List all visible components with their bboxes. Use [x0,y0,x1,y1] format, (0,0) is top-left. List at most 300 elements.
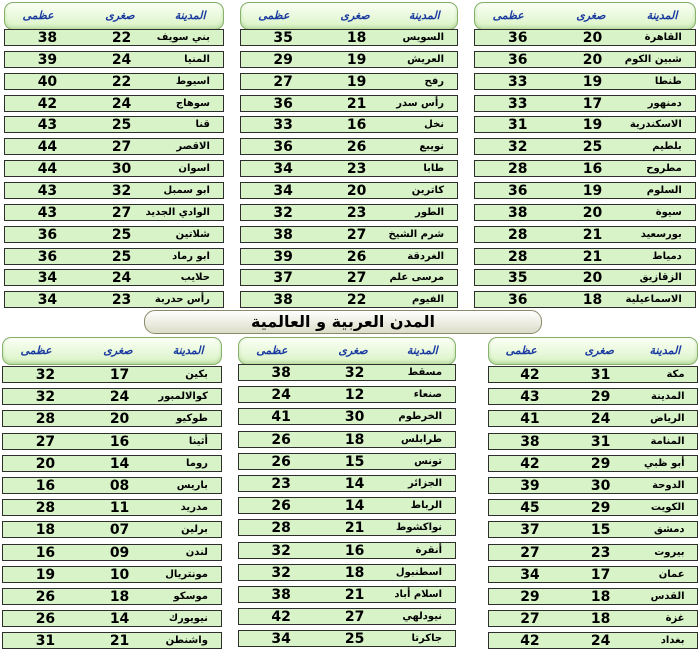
max-temp: 32 [35,367,56,383]
table-row [2,455,222,472]
city-name: الطور [415,206,445,218]
max-temp: 28 [508,161,528,178]
city-name: مكة [666,369,685,380]
min-temp: 19 [582,182,603,199]
table-row [238,608,456,625]
table-row [474,29,696,46]
city-name: باريس [176,480,208,491]
min-temp: 22 [111,30,132,46]
table-row [488,477,698,494]
min-temp: 20 [582,204,603,221]
city-name: اسطنبول [395,566,443,578]
max-temp: 39 [273,248,293,265]
min-temp: 23 [346,161,367,178]
max-temp: 28 [35,500,56,517]
table-row [474,116,696,133]
city-name: المنامة [650,435,685,447]
min-temp: 18 [346,30,367,46]
table-row [474,51,696,68]
min-temp: 18 [344,564,365,581]
city-name: اسيوط [175,75,210,87]
table-row [488,632,698,649]
table-row [488,499,698,516]
min-temp: 25 [111,248,132,265]
min-temp: 07 [109,522,130,539]
city-name: القاهرة [644,32,682,43]
max-temp: 42 [520,367,540,383]
table-row [240,29,458,46]
city-name: طنطا [654,75,682,87]
min-temp: 14 [344,498,365,515]
min-temp: 26 [346,248,367,265]
max-temp: 36 [508,30,528,46]
max-temp: 38 [508,204,528,221]
max-temp: 37 [273,270,293,287]
max-temp: 36 [508,182,528,199]
min-temp: 32 [111,182,132,199]
min-temp: 27 [111,204,132,221]
max-temp: 36 [508,292,528,309]
max-temp: 26 [271,498,291,515]
max-temp: 34 [37,292,58,309]
min-temp: 20 [582,30,603,46]
min-temp: 16 [109,433,130,450]
city-name: الغردقة [407,250,445,262]
min-temp: 23 [346,204,367,221]
min-temp: 24 [590,633,611,650]
max-temp: 27 [520,544,540,561]
max-temp: 42 [520,455,540,472]
min-temp: 29 [590,455,611,472]
table-row [2,566,222,583]
min-temp: 18 [582,292,603,309]
table-row [2,388,222,405]
min-temp: 27 [111,139,132,156]
table-row [4,204,224,221]
min-temp: 10 [109,566,130,583]
city-name: مسقط [407,367,443,378]
table-row [238,386,456,403]
max-temp: 28 [508,248,528,265]
max-temp: 36 [508,51,528,68]
max-temp: 32 [273,204,293,221]
header-max: عظمى [22,9,54,22]
city-name: الكويت [650,502,685,514]
table-egypt-south [4,2,224,313]
min-temp: 31 [590,433,611,450]
min-temp: 21 [344,520,365,537]
table-row [2,610,222,627]
table-row [474,291,696,308]
max-temp: 43 [37,204,58,221]
city-name: قنا [195,119,210,131]
city-name: نيويورك [168,613,208,625]
header-min: صغرى [105,9,135,22]
max-temp: 40 [37,73,58,90]
city-name: بغداد [660,635,685,647]
max-temp: 19 [35,566,56,583]
min-temp: 16 [346,117,367,134]
city-name: المنيا [184,53,210,65]
city-name: مرسى علم [389,272,445,284]
max-temp: 18 [35,522,56,539]
min-temp: 19 [346,73,367,90]
table-row [2,521,222,538]
city-name: العريش [407,53,445,65]
city-name: دمياط [652,250,682,262]
max-temp: 43 [37,182,58,199]
table-header [238,337,456,365]
min-temp: 14 [109,455,130,472]
city-name: طوكيو [176,413,208,425]
table-row [4,291,224,308]
header-max: عظمى [256,344,288,357]
city-name: الرباط [410,500,443,512]
min-temp: 24 [111,95,132,112]
city-name: نيودلهي [402,611,443,623]
table-row [488,588,698,605]
city-name: بيروت [654,546,685,558]
min-temp: 25 [111,117,132,134]
table-row [474,269,696,286]
max-temp: 29 [273,51,293,68]
table-row [2,366,222,383]
max-temp: 26 [35,611,56,628]
city-name: السويس [402,32,445,43]
table-row [240,95,458,112]
max-temp: 43 [37,117,58,134]
table-row [2,410,222,427]
city-name: ابو سمبل [163,184,210,196]
min-temp: 16 [582,161,603,178]
city-name: بورسعيد [640,228,682,240]
table-row [474,73,696,90]
max-temp: 36 [37,248,58,265]
city-name: طابا [423,163,445,175]
max-temp: 32 [35,389,56,406]
max-temp: 38 [520,433,540,450]
header-city: المدينة [649,344,681,357]
table-header [488,337,698,365]
table-row [238,564,456,581]
min-temp: 21 [582,226,603,243]
min-temp: 30 [111,161,132,178]
city-name: مونتريال [165,568,208,580]
min-temp: 21 [344,587,365,603]
header-min: صغرى [338,344,368,357]
city-name: نخل [424,119,445,131]
table-row [238,408,456,425]
city-name: مدريد [180,502,208,514]
min-temp: 29 [590,389,611,406]
max-temp: 32 [271,542,291,559]
min-temp: 30 [590,478,611,494]
city-name: بكين [185,369,208,380]
min-temp: 27 [346,226,367,243]
max-temp: 33 [508,95,528,112]
table-egypt-north [474,2,696,313]
table-row [4,29,224,46]
header-city: المدينة [646,9,678,22]
max-temp: 33 [508,73,528,90]
table-row [4,269,224,286]
table-gulf-levant [488,337,698,655]
city-name: اسوان [178,163,210,175]
table-row [474,248,696,265]
city-name: جاكرتا [411,633,443,645]
city-name: مطروح [646,163,682,175]
city-name: سوهاج [175,97,210,109]
city-name: أثينا [188,435,208,447]
table-row [240,248,458,265]
header-max: عظمى [492,9,524,22]
city-name: الدوحة [652,480,685,491]
table-row [4,51,224,68]
table-row [4,160,224,177]
max-temp: 38 [273,226,293,243]
min-temp: 12 [344,387,365,404]
table-row [488,410,698,427]
table-row [488,610,698,627]
header-max: عظمى [20,344,52,357]
max-temp: 35 [273,30,293,46]
header-city: المدينة [174,9,206,22]
max-temp: 26 [271,431,291,448]
city-name: الزقازيق [639,272,682,284]
table-row [240,138,458,155]
max-temp: 28 [271,520,291,537]
table-row [240,51,458,68]
table-row [240,291,458,308]
header-city: المدينة [406,344,438,357]
min-temp: 21 [346,95,367,112]
max-temp: 34 [273,161,293,178]
table-row [474,182,696,199]
header-max: عظمى [258,9,290,22]
max-temp: 45 [520,500,540,517]
city-name: المدينة [650,391,685,403]
table-row [238,364,456,381]
table-row [488,544,698,561]
table-row [238,475,456,492]
city-name: ابو رماد [172,250,210,262]
min-temp: 23 [111,292,132,309]
table-header [240,2,458,30]
max-temp: 26 [35,589,56,605]
section-banner [144,310,542,334]
min-temp: 19 [346,51,367,68]
table-row [474,226,696,243]
table-row [474,95,696,112]
city-name: دمنهور [647,97,682,109]
table-row [488,521,698,538]
max-temp: 27 [520,611,540,628]
city-name: أبو ظبي [643,457,685,469]
table-row [474,204,696,221]
min-temp: 08 [109,478,130,494]
city-name: الاقصر [176,141,210,153]
max-temp: 42 [37,95,58,112]
city-name: دمشق [654,524,685,536]
table-row [4,182,224,199]
city-name: واشنطن [165,635,208,647]
header-min: صغرى [103,344,133,357]
city-name: كوالالمبور [158,391,208,403]
table-row [4,248,224,265]
min-temp: 18 [590,589,611,605]
max-temp: 39 [520,478,540,494]
min-temp: 22 [111,73,132,90]
min-temp: 15 [344,453,365,470]
city-name: شلاتين [175,228,210,240]
table-row [238,586,456,603]
min-temp: 21 [582,248,603,265]
city-name: غزة [665,613,685,625]
city-name: نواكشوط [395,522,443,534]
banner-title: المدن العربية و العالمية [251,312,435,331]
table-row [238,542,456,559]
max-temp: 36 [273,95,293,112]
city-name: شرم الشيخ [388,228,445,240]
min-temp: 17 [109,367,130,383]
table-row [4,138,224,155]
max-temp: 34 [520,566,540,583]
table-row [238,453,456,470]
city-name: نويبع [419,141,445,153]
min-temp: 24 [590,411,611,428]
table-row [4,73,224,90]
min-temp: 11 [109,500,130,517]
max-temp: 38 [37,30,58,46]
min-temp: 26 [346,139,367,156]
min-temp: 30 [344,409,365,426]
table-row [4,116,224,133]
city-name: برلين [181,524,208,536]
min-temp: 09 [109,544,130,561]
max-temp: 38 [271,365,291,381]
table-row [474,138,696,155]
city-name: القدس [650,591,685,602]
min-temp: 17 [582,95,603,112]
city-name: رأس سدر [396,97,445,109]
max-temp: 34 [273,182,293,199]
table-row [238,497,456,514]
max-temp: 28 [508,226,528,243]
max-temp: 35 [508,270,528,287]
min-temp: 27 [346,270,367,287]
city-name: حلايب [180,272,210,284]
max-temp: 43 [520,389,540,406]
max-temp: 38 [271,587,291,603]
header-min: صغرى [576,9,606,22]
min-temp: 20 [109,411,130,428]
min-temp: 21 [109,633,130,650]
city-name: الرياض [650,413,685,425]
table-world [2,337,222,655]
min-temp: 24 [109,389,130,406]
table-row [240,116,458,133]
max-temp: 31 [35,633,56,650]
city-name: صنعاء [413,389,443,401]
min-temp: 18 [344,431,365,448]
city-name: بلطيم [652,141,682,153]
city-name: تونس [414,455,443,467]
table-header [474,2,696,30]
max-temp: 42 [271,609,291,626]
max-temp: 41 [271,409,291,426]
table-row [240,160,458,177]
header-min: صغرى [340,9,370,22]
table-row [488,366,698,383]
max-temp: 28 [35,411,56,428]
city-name: روما [186,457,208,469]
table-row [488,433,698,450]
max-temp: 44 [37,161,58,178]
table-row [474,160,696,177]
header-max: عظمى [505,344,537,357]
min-temp: 24 [111,51,132,68]
min-temp: 14 [344,476,365,492]
min-temp: 25 [111,226,132,243]
city-name: السلوم [646,184,682,196]
max-temp: 36 [273,139,293,156]
city-name: اسلام أباد [394,589,443,600]
header-city: المدينة [172,344,204,357]
table-row [488,388,698,405]
max-temp: 36 [37,226,58,243]
min-temp: 18 [109,589,130,605]
table-row [238,431,456,448]
min-temp: 27 [344,609,365,626]
table-row [2,632,222,649]
city-name: رفح [424,75,445,87]
table-row [240,182,458,199]
max-temp: 32 [271,564,291,581]
max-temp: 27 [35,433,56,450]
city-name: الفيوم [411,294,445,306]
min-temp: 20 [582,51,603,68]
max-temp: 20 [35,455,56,472]
max-temp: 33 [273,117,293,134]
table-row [2,544,222,561]
min-temp: 20 [346,182,367,199]
table-row [2,433,222,450]
min-temp: 29 [590,500,611,517]
table-row [238,519,456,536]
city-name: رأس حدربة [154,294,210,306]
table-header [4,2,224,30]
table-row [240,204,458,221]
max-temp: 41 [520,411,540,428]
max-temp: 31 [508,117,528,134]
table-row [2,588,222,605]
table-arab-asia [238,337,456,653]
city-name: عمان [658,568,685,580]
city-name: لندن [185,546,208,558]
city-name: الاسكندرية [629,119,682,131]
max-temp: 27 [273,73,293,90]
min-temp: 14 [109,611,130,628]
table-row [488,566,698,583]
city-name: بني سويف [156,32,210,43]
max-temp: 38 [273,292,293,309]
max-temp: 42 [520,633,540,650]
table-header [2,337,222,365]
max-temp: 39 [37,51,58,68]
min-temp: 17 [590,566,611,583]
min-temp: 18 [590,611,611,628]
min-temp: 22 [346,292,367,309]
